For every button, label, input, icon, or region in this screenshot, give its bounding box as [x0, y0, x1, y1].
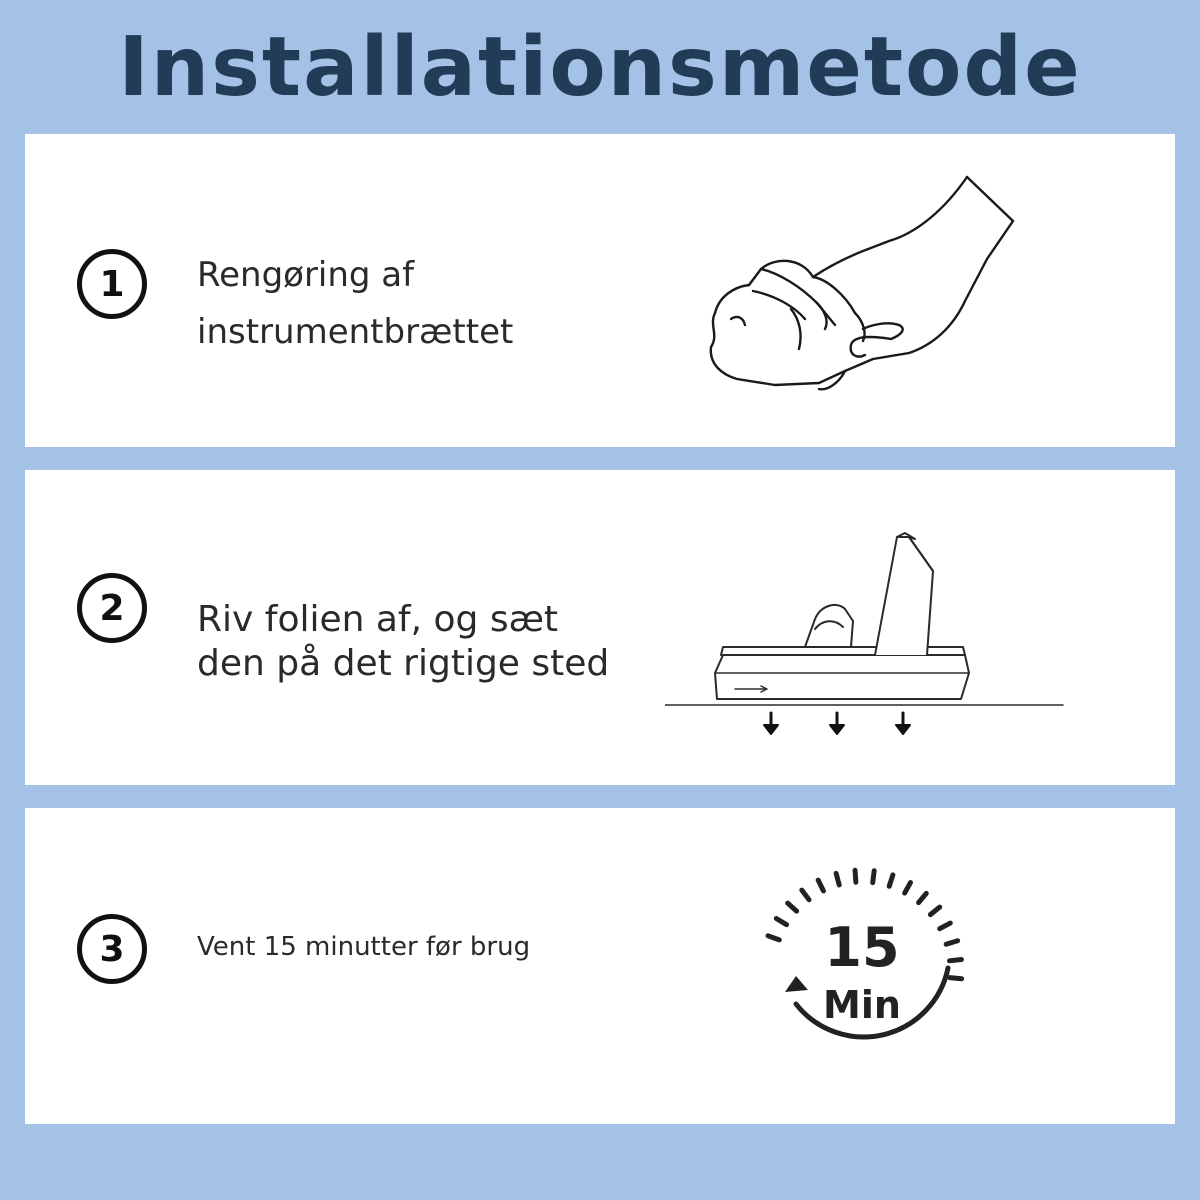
timer-tick — [818, 880, 823, 891]
step-card-1 — [25, 134, 1175, 447]
timer-tick — [873, 871, 874, 883]
timer-tick — [940, 923, 951, 929]
hand-wiping-icon — [695, 169, 1035, 399]
step-text-3-line-1: Vent 15 minutter før brug — [197, 932, 531, 962]
timer-tick — [905, 883, 911, 893]
timer-tick — [889, 875, 893, 886]
step-card-2 — [25, 470, 1175, 785]
step-text-1 — [197, 247, 513, 361]
timer-tick — [950, 978, 962, 979]
step-number-3: 3 — [77, 914, 147, 984]
timer-icon — [752, 860, 972, 1080]
timer-tick — [788, 903, 797, 911]
timer-tick — [946, 941, 957, 945]
timer-unit: Min — [823, 983, 901, 1027]
timer-tick — [836, 873, 839, 885]
step-text-2-line-2: den på det rigtige sted — [197, 643, 610, 684]
step-card-3 — [25, 808, 1175, 1124]
step-number-1: 1 — [77, 249, 147, 319]
timer-tick — [855, 870, 856, 882]
timer-value: 15 — [824, 916, 900, 979]
step-text-3 — [197, 930, 530, 964]
step-text-1-line-1: Rengøring af — [197, 255, 415, 295]
step-number-2: 2 — [77, 573, 147, 643]
timer-tick — [802, 890, 809, 900]
page-title: Installationsmetode — [118, 20, 1082, 115]
step-text-2 — [197, 598, 609, 686]
step-text-1-line-2: instrumentbrættet — [197, 312, 514, 352]
step-text-2-line-1: Riv folien af, og sæt — [197, 599, 559, 640]
timer-tick — [919, 893, 927, 902]
timer-tick — [776, 918, 786, 924]
timer-tick — [950, 960, 962, 961]
timer-tick — [768, 936, 779, 940]
timer-tick — [930, 907, 939, 915]
mount-pressing-icon — [665, 525, 1065, 750]
